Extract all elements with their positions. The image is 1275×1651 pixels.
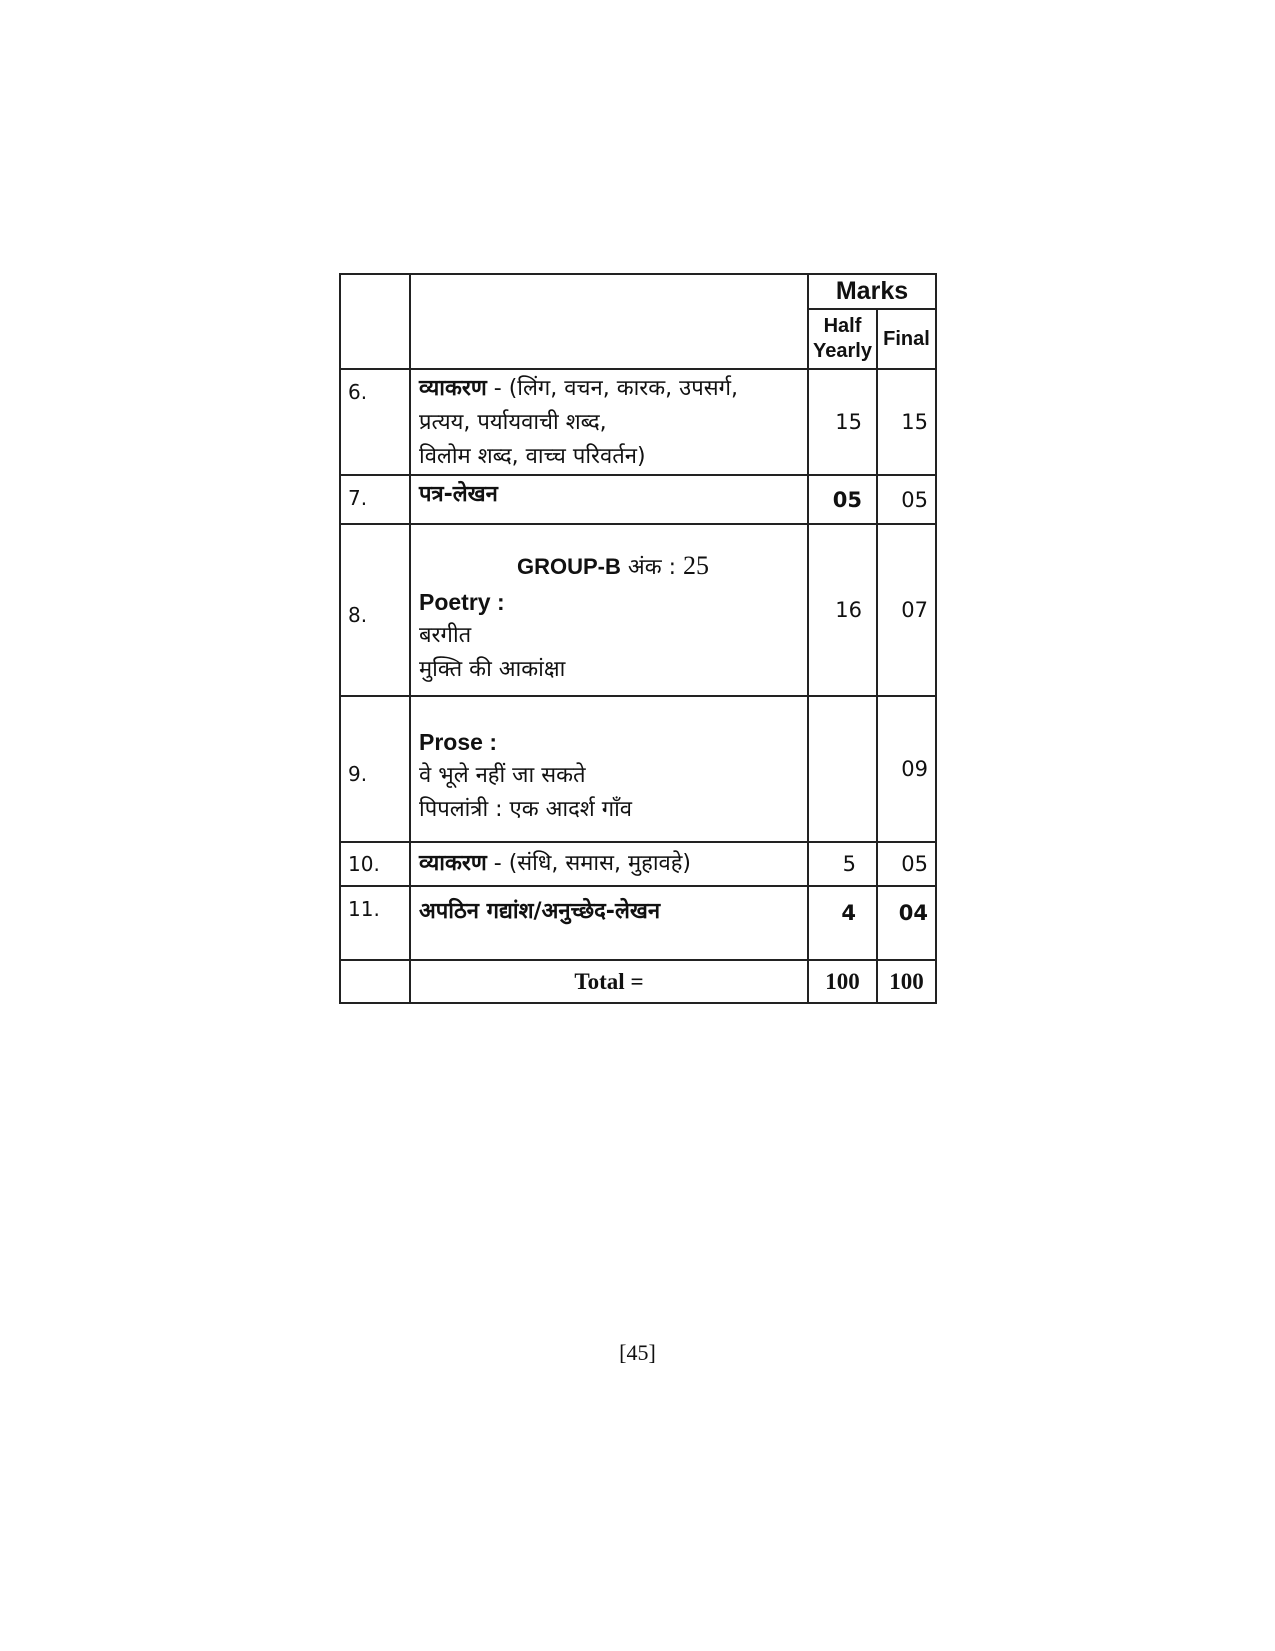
row-topic xyxy=(410,475,808,524)
table-row xyxy=(340,842,936,886)
total-label: Total = xyxy=(410,960,808,1003)
group-score: 25 xyxy=(683,551,709,580)
topic-rest: - (लिंग, वचन, कारक, उपसर्ग, xyxy=(486,376,738,401)
table-row xyxy=(340,886,936,960)
final-value: 04 xyxy=(877,886,936,960)
half-yearly-value: 5 xyxy=(808,842,877,886)
marks-header: Marks xyxy=(808,274,936,309)
row-topic xyxy=(410,524,808,696)
topic-bold: व्याकरण xyxy=(419,851,487,876)
topic-line-2: प्रत्यय, पर्यायवाची शब्द, xyxy=(419,410,607,435)
list-item: पिपलांत्री : एक आदर्श गाँव xyxy=(419,797,633,822)
group-anka: अंक : xyxy=(627,555,683,580)
total-final: 100 xyxy=(877,960,936,1003)
page-number: [45] xyxy=(619,1340,656,1365)
group-heading xyxy=(419,549,807,585)
topic-line-3: विलोम शब्द, वाच्च परिवर्तन) xyxy=(419,444,646,469)
topic-bold: व्याकरण xyxy=(419,376,487,401)
total-num-cell xyxy=(340,960,410,1003)
row-topic xyxy=(410,696,808,842)
final-value: 15 xyxy=(877,369,936,475)
table-row xyxy=(340,475,936,524)
row-number: 6. xyxy=(340,369,410,475)
list-item: बरगीत xyxy=(419,623,472,648)
topic-bold: अपठिन गद्यांश/अनुच्छेद-लेखन xyxy=(419,899,661,924)
row-number: 7. xyxy=(340,475,410,524)
group-label: GROUP-B xyxy=(517,554,621,579)
header-topic-cell xyxy=(410,274,808,369)
list-item: वे भूले नहीं जा सकते xyxy=(419,763,586,788)
row-number: 10. xyxy=(340,842,410,886)
half-yearly-value: 15 xyxy=(808,369,877,475)
list-item: मुक्ति की आकांक्षा xyxy=(419,657,566,682)
half-yearly-header xyxy=(808,309,877,369)
section-heading: Poetry : xyxy=(419,589,505,615)
half-yearly-label-2: Yearly xyxy=(813,340,872,362)
topic-bold: पत्र-लेखन xyxy=(419,482,498,507)
row-number: 11. xyxy=(340,886,410,960)
row-number: 8. xyxy=(340,524,410,696)
row-number: 9. xyxy=(340,696,410,842)
topic-rest: - (संधि, समास, मुहावहे) xyxy=(486,851,692,876)
total-half-yearly: 100 xyxy=(808,960,877,1003)
final-value: 05 xyxy=(877,475,936,524)
table-row xyxy=(340,524,936,696)
final-value: 07 xyxy=(877,524,936,696)
header-num-cell xyxy=(340,274,410,369)
half-yearly-value: 16 xyxy=(808,524,877,696)
table-row xyxy=(340,696,936,842)
table-row xyxy=(340,369,936,475)
half-yearly-label-1: Half xyxy=(823,315,862,337)
final-value: 09 xyxy=(877,696,936,842)
final-value: 05 xyxy=(877,842,936,886)
half-yearly-value: 4 xyxy=(808,886,877,960)
half-yearly-value xyxy=(808,696,877,842)
section-heading: Prose : xyxy=(419,729,497,755)
final-header: Final xyxy=(877,309,936,369)
half-yearly-value: 05 xyxy=(808,475,877,524)
row-topic xyxy=(410,842,808,886)
marks-table xyxy=(339,273,937,1004)
row-topic xyxy=(410,886,808,960)
row-topic xyxy=(410,369,808,475)
total-row xyxy=(340,960,936,1003)
